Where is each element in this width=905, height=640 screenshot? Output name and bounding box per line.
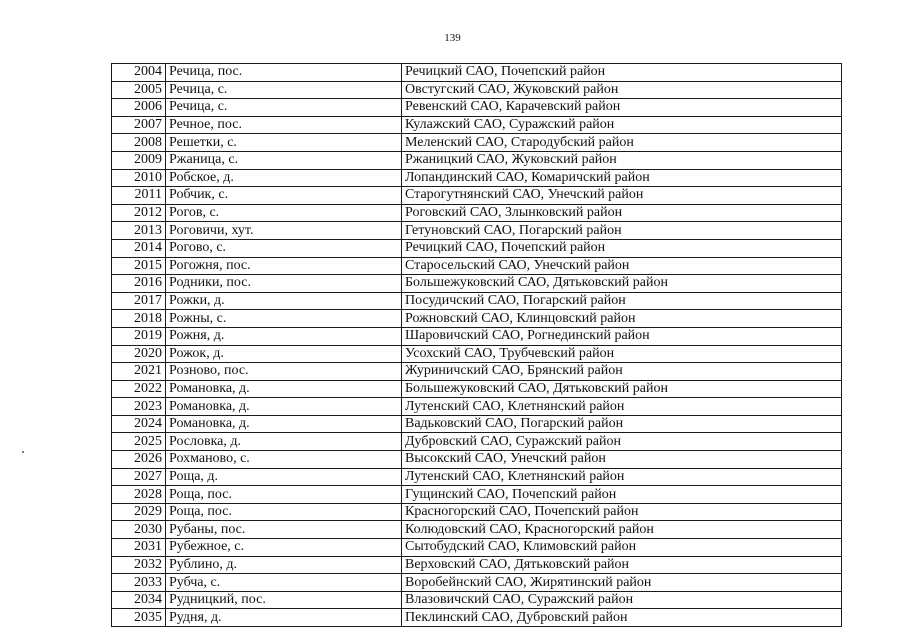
district-name: Вадьковский САО, Погарский район: [402, 415, 842, 433]
table-row: [112, 116, 842, 134]
table-row: [112, 433, 842, 451]
district-name: Усохский САО, Трубчевский район: [402, 345, 842, 363]
district-name: Красногорский САО, Почепский район: [402, 503, 842, 521]
scan-speck: [22, 451, 24, 453]
row-number: 2034: [112, 591, 166, 609]
settlement-name: Рословка, д.: [166, 433, 402, 451]
district-name: Старосельский САО, Унечский район: [402, 257, 842, 275]
settlement-name: Речное, пос.: [166, 116, 402, 134]
row-number: 2032: [112, 556, 166, 574]
district-name: Сытобудский САО, Климовский район: [402, 539, 842, 557]
district-name: Лутенский САО, Клетнянский район: [402, 398, 842, 416]
row-number: 2023: [112, 398, 166, 416]
row-number: 2015: [112, 257, 166, 275]
table-row: [112, 239, 842, 257]
district-name: Дубровский САО, Суражский район: [402, 433, 842, 451]
row-number: 2005: [112, 81, 166, 99]
settlement-name: Робчик, с.: [166, 187, 402, 205]
table-row: [112, 327, 842, 345]
row-number: 2010: [112, 169, 166, 187]
settlement-name: Речица, с.: [166, 99, 402, 117]
settlement-name: Рубча, с.: [166, 574, 402, 592]
settlement-name: Рогожня, пос.: [166, 257, 402, 275]
district-name: Пеклинский САО, Дубровский район: [402, 609, 842, 627]
district-name: Лопандинский САО, Комаричский район: [402, 169, 842, 187]
settlement-name: Романовка, д.: [166, 415, 402, 433]
table-row: [112, 81, 842, 99]
settlement-name: Рохманово, с.: [166, 451, 402, 469]
row-number: 2029: [112, 503, 166, 521]
district-name: Посудичский САО, Погарский район: [402, 292, 842, 310]
settlement-name: Рубаны, пос.: [166, 521, 402, 539]
row-number: 2011: [112, 187, 166, 205]
row-number: 2006: [112, 99, 166, 117]
settlement-name: Роща, пос.: [166, 503, 402, 521]
settlement-name: Рудницкий, пос.: [166, 591, 402, 609]
district-name: Шаровичский САО, Рогнединский район: [402, 327, 842, 345]
settlement-name: Розново, пос.: [166, 363, 402, 381]
table-row: [112, 468, 842, 486]
table-row: [112, 204, 842, 222]
row-number: 2031: [112, 539, 166, 557]
settlement-name: Родники, пос.: [166, 275, 402, 293]
row-number: 2033: [112, 574, 166, 592]
table-row: [112, 363, 842, 381]
district-name: Колюдовский САО, Красногорский район: [402, 521, 842, 539]
table-row: [112, 503, 842, 521]
district-name: Меленский САО, Стародубский район: [402, 134, 842, 152]
table-row: [112, 222, 842, 240]
settlement-name: Романовка, д.: [166, 380, 402, 398]
district-name: Речицкий САО, Почепский район: [402, 64, 842, 82]
settlement-name: Роговичи, хут.: [166, 222, 402, 240]
table-row: [112, 415, 842, 433]
row-number: 2024: [112, 415, 166, 433]
row-number: 2025: [112, 433, 166, 451]
district-name: Речицкий САО, Почепский район: [402, 239, 842, 257]
district-name: Большежуковский САО, Дятьковский район: [402, 380, 842, 398]
row-number: 2007: [112, 116, 166, 134]
table-row: [112, 169, 842, 187]
row-number: 2020: [112, 345, 166, 363]
district-name: Овстугский САО, Жуковский район: [402, 81, 842, 99]
district-name: Старогутнянский САО, Унечский район: [402, 187, 842, 205]
table-row: [112, 345, 842, 363]
table-row: [112, 591, 842, 609]
table-row: [112, 556, 842, 574]
table-row: [112, 292, 842, 310]
table-row: [112, 310, 842, 328]
settlement-table: [111, 63, 842, 627]
settlement-name: Рогов, с.: [166, 204, 402, 222]
table-row: [112, 380, 842, 398]
table-row: [112, 275, 842, 293]
district-name: Журиничский САО, Брянский район: [402, 363, 842, 381]
row-number: 2028: [112, 486, 166, 504]
row-number: 2004: [112, 64, 166, 82]
district-name: Кулажский САО, Суражский район: [402, 116, 842, 134]
district-name: Воробейнский САО, Жирятинский район: [402, 574, 842, 592]
settlement-name: Рожны, с.: [166, 310, 402, 328]
table-row: [112, 257, 842, 275]
row-number: 2018: [112, 310, 166, 328]
settlement-name: Рогово, с.: [166, 239, 402, 257]
table-row: [112, 99, 842, 117]
row-number: 2035: [112, 609, 166, 627]
settlement-table-body: [112, 64, 842, 627]
district-name: Гетуновский САО, Погарский район: [402, 222, 842, 240]
row-number: 2014: [112, 239, 166, 257]
row-number: 2021: [112, 363, 166, 381]
settlement-name: Решетки, с.: [166, 134, 402, 152]
district-name: Влазовичский САО, Суражский район: [402, 591, 842, 609]
table-row: [112, 539, 842, 557]
table-row: [112, 574, 842, 592]
row-number: 2027: [112, 468, 166, 486]
settlement-name: Рублино, д.: [166, 556, 402, 574]
district-name: Верховский САО, Дятьковский район: [402, 556, 842, 574]
settlement-name: Роща, пос.: [166, 486, 402, 504]
settlement-name: Ржаница, с.: [166, 151, 402, 169]
settlement-name: Роща, д.: [166, 468, 402, 486]
row-number: 2026: [112, 451, 166, 469]
row-number: 2016: [112, 275, 166, 293]
table-row: [112, 609, 842, 627]
settlement-name: Рожок, д.: [166, 345, 402, 363]
district-name: Высокский САО, Унечский район: [402, 451, 842, 469]
row-number: 2009: [112, 151, 166, 169]
table-row: [112, 64, 842, 82]
row-number: 2008: [112, 134, 166, 152]
row-number: 2019: [112, 327, 166, 345]
district-name: Роговский САО, Злынковский район: [402, 204, 842, 222]
district-name: Лутенский САО, Клетнянский район: [402, 468, 842, 486]
table-row: [112, 486, 842, 504]
row-number: 2022: [112, 380, 166, 398]
settlement-name: Рожки, д.: [166, 292, 402, 310]
district-name: Большежуковский САО, Дятьковский район: [402, 275, 842, 293]
settlement-name: Романовка, д.: [166, 398, 402, 416]
table-row: [112, 134, 842, 152]
settlement-name: Рожня, д.: [166, 327, 402, 345]
settlement-name: Рубежное, с.: [166, 539, 402, 557]
district-name: Ржаницкий САО, Жуковский район: [402, 151, 842, 169]
settlement-name: Речица, с.: [166, 81, 402, 99]
row-number: 2017: [112, 292, 166, 310]
district-name: Рожновский САО, Клинцовский район: [402, 310, 842, 328]
table-row: [112, 151, 842, 169]
table-row: [112, 398, 842, 416]
settlement-name: Робское, д.: [166, 169, 402, 187]
table-row: [112, 521, 842, 539]
row-number: 2012: [112, 204, 166, 222]
district-name: Ревенский САО, Карачевский район: [402, 99, 842, 117]
settlement-name: Рудня, д.: [166, 609, 402, 627]
row-number: 2013: [112, 222, 166, 240]
table-row: [112, 187, 842, 205]
district-name: Гущинский САО, Почепский район: [402, 486, 842, 504]
table-row: [112, 451, 842, 469]
page-number: 139: [444, 32, 461, 44]
row-number: 2030: [112, 521, 166, 539]
settlement-name: Речица, пос.: [166, 64, 402, 82]
